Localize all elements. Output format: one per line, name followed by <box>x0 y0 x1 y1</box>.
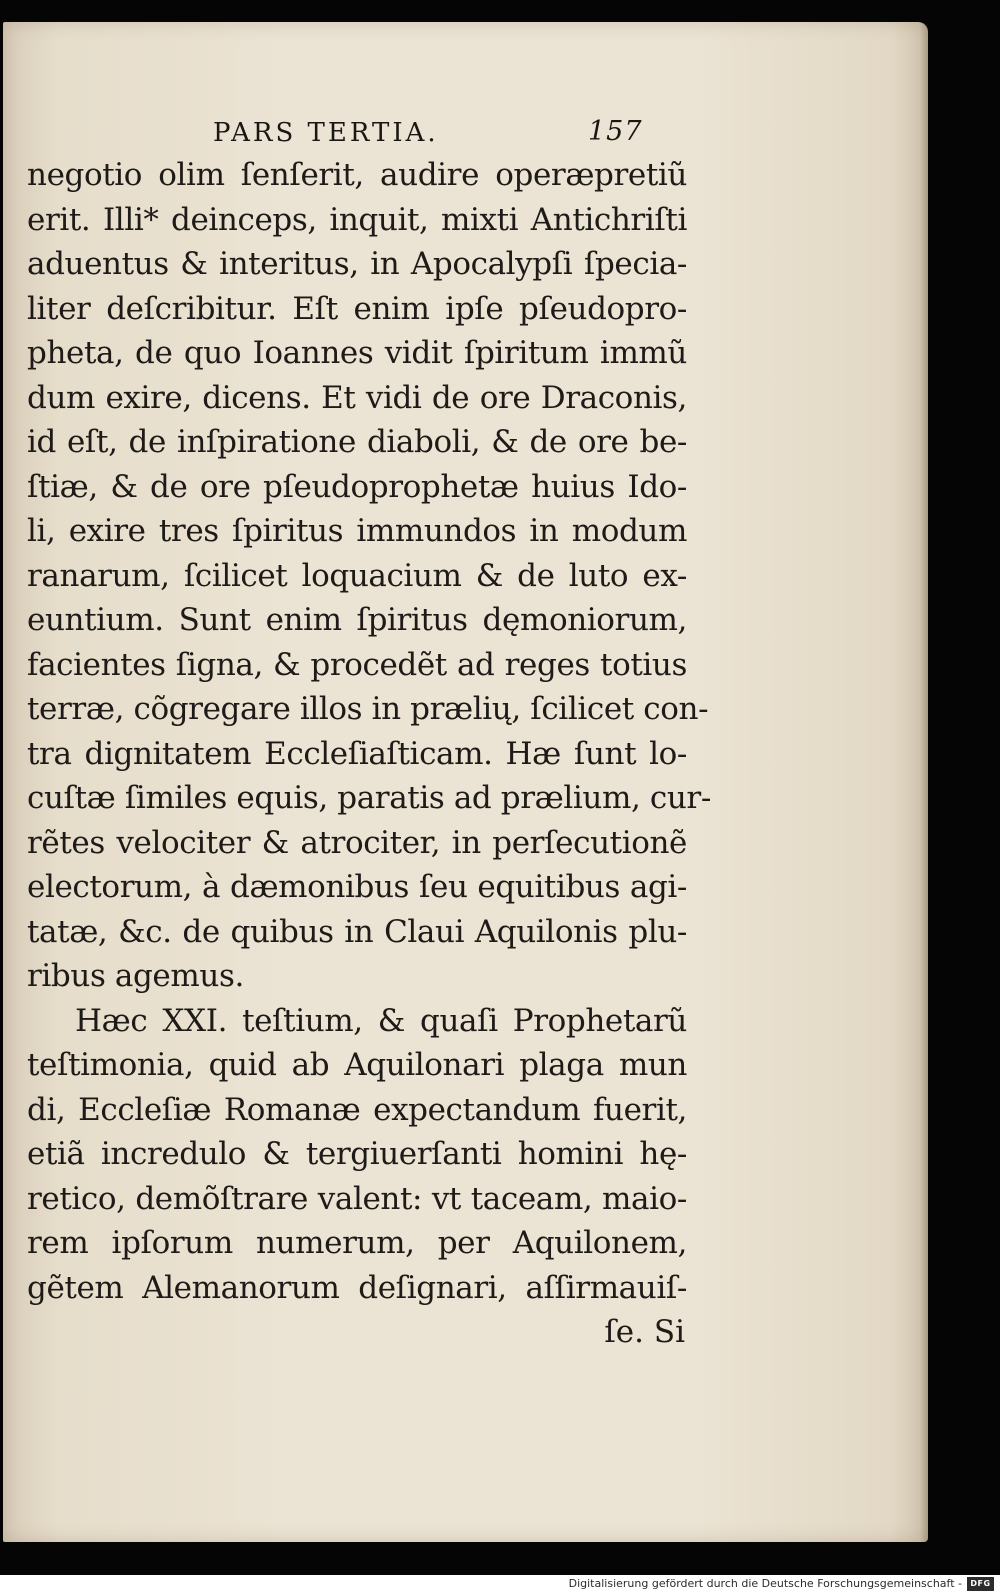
text-line: di, Eccleſiæ Romanæ expectandum fuerit, <box>27 1091 687 1128</box>
digitization-footer <box>0 1575 1000 1595</box>
text-line: retico, demõſtrare valent: vt taceam, maio- <box>27 1180 687 1217</box>
text-line: tatæ, &c. de quibus in Claui Aquilonis plu- <box>27 913 687 950</box>
text-line: liter deſcribitur. Eſt enim ipſe pſeudopro- <box>27 290 687 327</box>
text-line: terræ, cõgregare illos in prælių, ſcilicet con- <box>27 691 709 727</box>
text-line: ſtiæ, & de ore pſeudoprophetæ huius Ido- <box>27 468 687 505</box>
text-line: etiã incredulo & tergiuerſanti homini hę- <box>27 1136 687 1172</box>
text-line: teſtimonia, quid ab Aquilonari plaga mun <box>27 1047 687 1083</box>
text-line: rẽtes velociter & atrociter, in perſecutionẽ <box>27 824 687 861</box>
text-line: id eſt, de inſpiratione diaboli, & de ore be- <box>27 424 687 460</box>
text-line: cuſtæ ſimiles equis, paratis ad prælium, cur- <box>27 780 711 816</box>
text-line: ribus agemus. <box>27 958 244 994</box>
text-line: dum exire, dicens. Et vidi de ore Draconis, <box>27 379 687 416</box>
book-page <box>3 22 928 1542</box>
text-line: gẽtem Alemanorum deſignari, aſſirmauiſ- <box>27 1269 687 1306</box>
text-line: li, exire tres ſpiritus immundos in modum <box>27 513 687 549</box>
text-line: erit. Illi* deinceps, inquit, mixti Antichriſti <box>27 201 687 238</box>
text-line: tra dignitatem Eccleſiaſticam. Hæ ſunt lo- <box>27 735 687 772</box>
dfg-logo: DFG <box>967 1577 994 1591</box>
body-text <box>27 153 711 1355</box>
text-line: pheta, de quo Ioannes vidit ſpiritum immũ <box>27 335 687 371</box>
text-line: rem ipſorum numerum, per Aquilonem, <box>27 1225 687 1261</box>
catchword: ſe. Si <box>604 1314 685 1350</box>
funding-credit: Digitalisierung gefördert durch die Deutsche Forschungsgemeinschaft - <box>568 1577 962 1590</box>
text-line: ranarum, ſcilicet loquacium & de luto ex- <box>27 557 687 594</box>
text-line: Hæc XXI. teſtium, & quaſi Prophetarũ <box>75 1002 687 1039</box>
page-edge-shadow <box>920 22 928 1542</box>
text-line: euntium. Sunt enim ſpiritus dęmoniorum, <box>27 602 687 638</box>
page-number: 157 <box>588 116 643 147</box>
text-line: facientes ſigna, & procedẽt ad reges totius <box>27 646 687 683</box>
running-head: PARS TERTIA. <box>213 118 439 148</box>
text-line: aduentus & interitus, in Apocalypſi ſpecia- <box>27 246 687 282</box>
text-line: electorum, à dæmonibus ſeu equitibus agi- <box>27 869 687 905</box>
text-line: negotio olim ſenſerit, audire operæpretiũ <box>27 157 687 193</box>
